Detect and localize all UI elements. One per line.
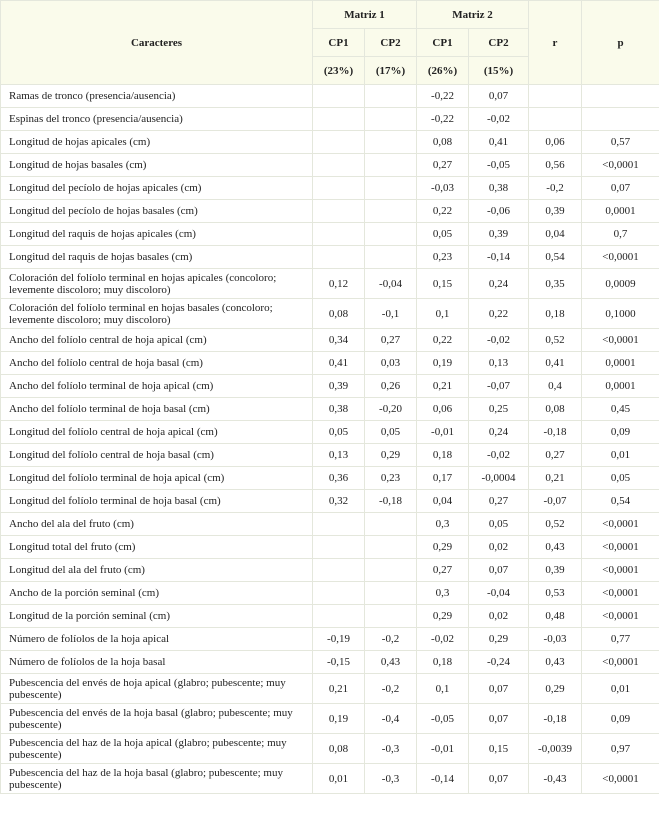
m1-cp1-cell: 0,21 bbox=[313, 674, 365, 704]
m1-cp1-cell: 0,36 bbox=[313, 467, 365, 490]
m1-cp2-cell: 0,26 bbox=[365, 375, 417, 398]
r-cell: 0,27 bbox=[529, 444, 582, 467]
table-row bbox=[1, 299, 659, 329]
m1-cp1-cell bbox=[313, 131, 365, 154]
r-cell: 0,43 bbox=[529, 536, 582, 559]
r-cell: 0,41 bbox=[529, 352, 582, 375]
m1-cp1-cell: -0,19 bbox=[313, 628, 365, 651]
r-cell: -0,43 bbox=[529, 764, 582, 794]
m1-cp1-cell: 0,32 bbox=[313, 490, 365, 513]
r-cell: 0,39 bbox=[529, 559, 582, 582]
r-cell: 0,52 bbox=[529, 513, 582, 536]
m2-cp1-cell: 0,22 bbox=[417, 329, 469, 352]
m1-cp1-cell bbox=[313, 154, 365, 177]
trait-cell: Ancho del folíolo central de hoja apical (cm) bbox=[1, 329, 313, 352]
p-cell: 0,09 bbox=[582, 704, 659, 734]
r-cell bbox=[529, 108, 582, 131]
m1-cp2-cell: -0,3 bbox=[365, 734, 417, 764]
table-row bbox=[1, 154, 659, 177]
m2-cp2-cell: 0,07 bbox=[469, 704, 529, 734]
r-cell: 0,04 bbox=[529, 223, 582, 246]
m2-cp1-cell: 0,3 bbox=[417, 582, 469, 605]
trait-cell: Ancho de la porción seminal (cm) bbox=[1, 582, 313, 605]
p-cell: <0,0001 bbox=[582, 764, 659, 794]
m2-cp1-cell: 0,27 bbox=[417, 559, 469, 582]
m2-cp2-cell: 0,38 bbox=[469, 177, 529, 200]
m1-cp2-cell bbox=[365, 536, 417, 559]
r-cell: 0,18 bbox=[529, 299, 582, 329]
trait-cell: Longitud de la porción seminal (cm) bbox=[1, 605, 313, 628]
table-row bbox=[1, 398, 659, 421]
m2-cp2-cell: 0,07 bbox=[469, 764, 529, 794]
m2-cp1-cell: 0,3 bbox=[417, 513, 469, 536]
m2-cp1-cell: 0,08 bbox=[417, 131, 469, 154]
table-row bbox=[1, 559, 659, 582]
m2-cp1-cell: -0,22 bbox=[417, 108, 469, 131]
table-row bbox=[1, 223, 659, 246]
p-cell: <0,0001 bbox=[582, 513, 659, 536]
r-cell: 0,21 bbox=[529, 467, 582, 490]
m1-cp1-cell bbox=[313, 536, 365, 559]
trait-cell: Coloración del folíolo terminal en hojas apicales (concoloro; levemente discoloro; muy discoloro) bbox=[1, 269, 313, 299]
p-cell: 0,01 bbox=[582, 674, 659, 704]
m2-cp2-cell: 0,27 bbox=[469, 490, 529, 513]
m2-cp2-cell: 0,39 bbox=[469, 223, 529, 246]
r-cell: -0,18 bbox=[529, 704, 582, 734]
r-cell: 0,06 bbox=[529, 131, 582, 154]
m2-cp2-cell: -0,02 bbox=[469, 444, 529, 467]
r-cell: 0,08 bbox=[529, 398, 582, 421]
table-row bbox=[1, 628, 659, 651]
m1-cp2-cell bbox=[365, 154, 417, 177]
m1-cp2-cell bbox=[365, 200, 417, 223]
trait-cell: Coloración del folíolo terminal en hojas basales (concoloro; levemente discoloro; muy discoloro) bbox=[1, 299, 313, 329]
m1-cp2-cell: -0,04 bbox=[365, 269, 417, 299]
matriz2-header: Matriz 2 bbox=[417, 1, 529, 29]
m2-cp1-header: CP1 bbox=[417, 29, 469, 57]
table-row bbox=[1, 734, 659, 764]
m2-cp1-cell: 0,1 bbox=[417, 299, 469, 329]
p-cell: <0,0001 bbox=[582, 582, 659, 605]
m2-cp1-cell: 0,15 bbox=[417, 269, 469, 299]
matriz1-header: Matriz 1 bbox=[313, 1, 417, 29]
m1-cp1-cell: 0,39 bbox=[313, 375, 365, 398]
m1-cp1-cell: 0,08 bbox=[313, 299, 365, 329]
trait-cell: Longitud del pecíolo de hojas apicales (cm) bbox=[1, 177, 313, 200]
m2-cp2-cell: 0,07 bbox=[469, 559, 529, 582]
m1-cp1-cell bbox=[313, 177, 365, 200]
table-row bbox=[1, 177, 659, 200]
m2-cp1-cell: -0,05 bbox=[417, 704, 469, 734]
m2-cp2-cell: 0,02 bbox=[469, 605, 529, 628]
table-row bbox=[1, 421, 659, 444]
m1-cp1-cell bbox=[313, 513, 365, 536]
m1-cp2-cell bbox=[365, 246, 417, 269]
table-row bbox=[1, 490, 659, 513]
p-cell: 0,77 bbox=[582, 628, 659, 651]
trait-cell: Pubescencia del haz de la hoja apical (glabro; pubescente; muy pubescente) bbox=[1, 734, 313, 764]
r-cell: 0,53 bbox=[529, 582, 582, 605]
m2-cp2-cell: 0,24 bbox=[469, 421, 529, 444]
p-cell: <0,0001 bbox=[582, 329, 659, 352]
m2-cp1-cell: 0,1 bbox=[417, 674, 469, 704]
m1-cp2-cell: 0,27 bbox=[365, 329, 417, 352]
r-cell: 0,4 bbox=[529, 375, 582, 398]
p-cell: 0,09 bbox=[582, 421, 659, 444]
trait-cell: Longitud total del fruto (cm) bbox=[1, 536, 313, 559]
m1-cp1-cell: 0,38 bbox=[313, 398, 365, 421]
m2-cp2-cell: -0,02 bbox=[469, 108, 529, 131]
m1-cp1-header: CP1 bbox=[313, 29, 365, 57]
m1-cp1-cell: 0,34 bbox=[313, 329, 365, 352]
m2-cp2-cell: -0,06 bbox=[469, 200, 529, 223]
r-cell: -0,2 bbox=[529, 177, 582, 200]
m1-cp2-cell bbox=[365, 85, 417, 108]
m2-cp1-cell: -0,02 bbox=[417, 628, 469, 651]
trait-cell: Espinas del tronco (presencia/ausencia) bbox=[1, 108, 313, 131]
m1-cp1-cell bbox=[313, 582, 365, 605]
m1-cp1-cell: -0,15 bbox=[313, 651, 365, 674]
m2-cp2-cell: -0,0004 bbox=[469, 467, 529, 490]
p-header: p bbox=[582, 1, 659, 85]
r-cell: -0,0039 bbox=[529, 734, 582, 764]
m2-cp2-cell: 0,41 bbox=[469, 131, 529, 154]
p-cell: 0,7 bbox=[582, 223, 659, 246]
m1-cp2-cell: -0,20 bbox=[365, 398, 417, 421]
m2-cp1-cell: 0,06 bbox=[417, 398, 469, 421]
m2-cp2-cell: 0,25 bbox=[469, 398, 529, 421]
table-row bbox=[1, 352, 659, 375]
p-cell bbox=[582, 108, 659, 131]
m2-cp1-cell: 0,05 bbox=[417, 223, 469, 246]
m1-cp1-cell: 0,13 bbox=[313, 444, 365, 467]
m1-cp1-cell bbox=[313, 85, 365, 108]
m2-cp2-cell: 0,07 bbox=[469, 674, 529, 704]
p-cell: 0,07 bbox=[582, 177, 659, 200]
m2-cp1-percent: (26%) bbox=[417, 57, 469, 85]
p-cell: 0,05 bbox=[582, 467, 659, 490]
trait-cell: Pubescencia del envés de la hoja basal (glabro; pubescente; muy pubescente) bbox=[1, 704, 313, 734]
trait-cell: Pubescencia del haz de la hoja basal (glabro; pubescente; muy pubescente) bbox=[1, 764, 313, 794]
m2-cp2-cell: 0,22 bbox=[469, 299, 529, 329]
trait-cell: Longitud del folíolo central de hoja basal (cm) bbox=[1, 444, 313, 467]
m1-cp1-percent: (23%) bbox=[313, 57, 365, 85]
table-row bbox=[1, 108, 659, 131]
m1-cp2-cell bbox=[365, 513, 417, 536]
table-row bbox=[1, 444, 659, 467]
m2-cp2-percent: (15%) bbox=[469, 57, 529, 85]
m1-cp2-cell bbox=[365, 582, 417, 605]
trait-cell: Ramas de tronco (presencia/ausencia) bbox=[1, 85, 313, 108]
table-row bbox=[1, 246, 659, 269]
trait-cell: Longitud del folíolo terminal de hoja basal (cm) bbox=[1, 490, 313, 513]
table-row bbox=[1, 674, 659, 704]
trait-cell: Longitud del pecíolo de hojas basales (cm) bbox=[1, 200, 313, 223]
trait-cell: Ancho del folíolo terminal de hoja basal (cm) bbox=[1, 398, 313, 421]
trait-cell: Longitud del raquis de hojas basales (cm) bbox=[1, 246, 313, 269]
table-row bbox=[1, 764, 659, 794]
m1-cp1-cell: 0,12 bbox=[313, 269, 365, 299]
table-row bbox=[1, 582, 659, 605]
m2-cp1-cell: 0,19 bbox=[417, 352, 469, 375]
m1-cp2-cell bbox=[365, 559, 417, 582]
p-cell bbox=[582, 85, 659, 108]
trait-cell: Ancho del folíolo central de hoja basal (cm) bbox=[1, 352, 313, 375]
m1-cp1-cell bbox=[313, 200, 365, 223]
p-cell: <0,0001 bbox=[582, 536, 659, 559]
trait-cell: Longitud del folíolo central de hoja apical (cm) bbox=[1, 421, 313, 444]
table-row bbox=[1, 131, 659, 154]
p-cell: 0,1000 bbox=[582, 299, 659, 329]
table-row bbox=[1, 651, 659, 674]
p-cell: 0,01 bbox=[582, 444, 659, 467]
m2-cp1-cell: -0,01 bbox=[417, 421, 469, 444]
table-row bbox=[1, 329, 659, 352]
r-cell: 0,56 bbox=[529, 154, 582, 177]
m2-cp2-cell: -0,14 bbox=[469, 246, 529, 269]
p-cell: 0,0001 bbox=[582, 200, 659, 223]
m1-cp1-cell: 0,41 bbox=[313, 352, 365, 375]
m1-cp1-cell bbox=[313, 605, 365, 628]
m2-cp1-cell: 0,27 bbox=[417, 154, 469, 177]
r-cell: 0,54 bbox=[529, 246, 582, 269]
r-cell: -0,18 bbox=[529, 421, 582, 444]
m1-cp2-cell: -0,4 bbox=[365, 704, 417, 734]
r-cell: -0,07 bbox=[529, 490, 582, 513]
table-row bbox=[1, 85, 659, 108]
m1-cp1-cell: 0,19 bbox=[313, 704, 365, 734]
m2-cp1-cell: 0,29 bbox=[417, 605, 469, 628]
table-row bbox=[1, 605, 659, 628]
m1-cp2-cell: -0,1 bbox=[365, 299, 417, 329]
m1-cp2-cell: 0,23 bbox=[365, 467, 417, 490]
m1-cp2-cell: -0,2 bbox=[365, 628, 417, 651]
m1-cp2-cell bbox=[365, 605, 417, 628]
m2-cp2-cell: 0,24 bbox=[469, 269, 529, 299]
m1-cp2-percent: (17%) bbox=[365, 57, 417, 85]
table-row bbox=[1, 200, 659, 223]
m2-cp1-cell: 0,04 bbox=[417, 490, 469, 513]
m2-cp2-cell: 0,07 bbox=[469, 85, 529, 108]
m2-cp2-header: CP2 bbox=[469, 29, 529, 57]
trait-cell: Pubescencia del envés de hoja apical (glabro; pubescente; muy pubescente) bbox=[1, 674, 313, 704]
trait-cell: Longitud del ala del fruto (cm) bbox=[1, 559, 313, 582]
m2-cp1-cell: 0,23 bbox=[417, 246, 469, 269]
m1-cp2-cell bbox=[365, 108, 417, 131]
m2-cp1-cell: 0,18 bbox=[417, 444, 469, 467]
m1-cp2-cell bbox=[365, 131, 417, 154]
m1-cp2-cell: 0,43 bbox=[365, 651, 417, 674]
r-cell: 0,52 bbox=[529, 329, 582, 352]
m2-cp1-cell: 0,29 bbox=[417, 536, 469, 559]
m1-cp1-cell: 0,05 bbox=[313, 421, 365, 444]
r-header: r bbox=[529, 1, 582, 85]
m1-cp2-cell: 0,29 bbox=[365, 444, 417, 467]
m2-cp2-cell: 0,29 bbox=[469, 628, 529, 651]
m1-cp2-cell: -0,3 bbox=[365, 764, 417, 794]
r-cell bbox=[529, 85, 582, 108]
m2-cp2-cell: -0,02 bbox=[469, 329, 529, 352]
m2-cp1-cell: -0,14 bbox=[417, 764, 469, 794]
trait-cell: Longitud del folíolo terminal de hoja apical (cm) bbox=[1, 467, 313, 490]
m2-cp1-cell: -0,03 bbox=[417, 177, 469, 200]
m1-cp1-cell: 0,01 bbox=[313, 764, 365, 794]
trait-cell: Longitud de hojas apicales (cm) bbox=[1, 131, 313, 154]
m2-cp2-cell: -0,07 bbox=[469, 375, 529, 398]
m2-cp1-cell: 0,17 bbox=[417, 467, 469, 490]
trait-cell: Número de folíolos de la hoja basal bbox=[1, 651, 313, 674]
p-cell: <0,0001 bbox=[582, 559, 659, 582]
r-cell: 0,35 bbox=[529, 269, 582, 299]
m1-cp1-cell bbox=[313, 246, 365, 269]
trait-cell: Ancho del folíolo terminal de hoja apical (cm) bbox=[1, 375, 313, 398]
m2-cp2-cell: -0,05 bbox=[469, 154, 529, 177]
r-cell: 0,39 bbox=[529, 200, 582, 223]
m2-cp1-cell: 0,21 bbox=[417, 375, 469, 398]
m1-cp2-cell: -0,2 bbox=[365, 674, 417, 704]
m2-cp1-cell: 0,22 bbox=[417, 200, 469, 223]
table-body bbox=[1, 85, 659, 794]
p-cell: 0,0001 bbox=[582, 352, 659, 375]
r-cell: -0,03 bbox=[529, 628, 582, 651]
m1-cp1-cell bbox=[313, 559, 365, 582]
trait-cell: Ancho del ala del fruto (cm) bbox=[1, 513, 313, 536]
m2-cp2-cell: 0,02 bbox=[469, 536, 529, 559]
m1-cp2-cell: -0,18 bbox=[365, 490, 417, 513]
m2-cp2-cell: -0,24 bbox=[469, 651, 529, 674]
table-row bbox=[1, 513, 659, 536]
m1-cp2-cell: 0,05 bbox=[365, 421, 417, 444]
p-cell: 0,0001 bbox=[582, 375, 659, 398]
p-cell: <0,0001 bbox=[582, 246, 659, 269]
m1-cp2-header: CP2 bbox=[365, 29, 417, 57]
p-cell: 0,57 bbox=[582, 131, 659, 154]
trait-cell: Longitud de hojas basales (cm) bbox=[1, 154, 313, 177]
header-row-1 bbox=[1, 1, 659, 29]
p-cell: 0,45 bbox=[582, 398, 659, 421]
trait-cell: Longitud del raquis de hojas apicales (cm) bbox=[1, 223, 313, 246]
r-cell: 0,43 bbox=[529, 651, 582, 674]
m2-cp1-cell: -0,01 bbox=[417, 734, 469, 764]
m1-cp2-cell bbox=[365, 223, 417, 246]
m2-cp2-cell: 0,05 bbox=[469, 513, 529, 536]
m1-cp2-cell: 0,03 bbox=[365, 352, 417, 375]
table-row bbox=[1, 536, 659, 559]
p-cell: 0,54 bbox=[582, 490, 659, 513]
m2-cp1-cell: 0,18 bbox=[417, 651, 469, 674]
m1-cp2-cell bbox=[365, 177, 417, 200]
p-cell: <0,0001 bbox=[582, 605, 659, 628]
p-cell: <0,0001 bbox=[582, 154, 659, 177]
trait-cell: Número de folíolos de la hoja apical bbox=[1, 628, 313, 651]
m2-cp2-cell: 0,15 bbox=[469, 734, 529, 764]
r-cell: 0,29 bbox=[529, 674, 582, 704]
m1-cp1-cell: 0,08 bbox=[313, 734, 365, 764]
caracteres-header: Caracteres bbox=[1, 1, 313, 85]
m1-cp1-cell bbox=[313, 108, 365, 131]
table-row bbox=[1, 704, 659, 734]
table-row bbox=[1, 467, 659, 490]
p-cell: 0,97 bbox=[582, 734, 659, 764]
table-row bbox=[1, 375, 659, 398]
m1-cp1-cell bbox=[313, 223, 365, 246]
p-cell: <0,0001 bbox=[582, 651, 659, 674]
r-cell: 0,48 bbox=[529, 605, 582, 628]
m2-cp1-cell: -0,22 bbox=[417, 85, 469, 108]
m2-cp2-cell: -0,04 bbox=[469, 582, 529, 605]
m2-cp2-cell: 0,13 bbox=[469, 352, 529, 375]
table-row bbox=[1, 269, 659, 299]
p-cell: 0,0009 bbox=[582, 269, 659, 299]
